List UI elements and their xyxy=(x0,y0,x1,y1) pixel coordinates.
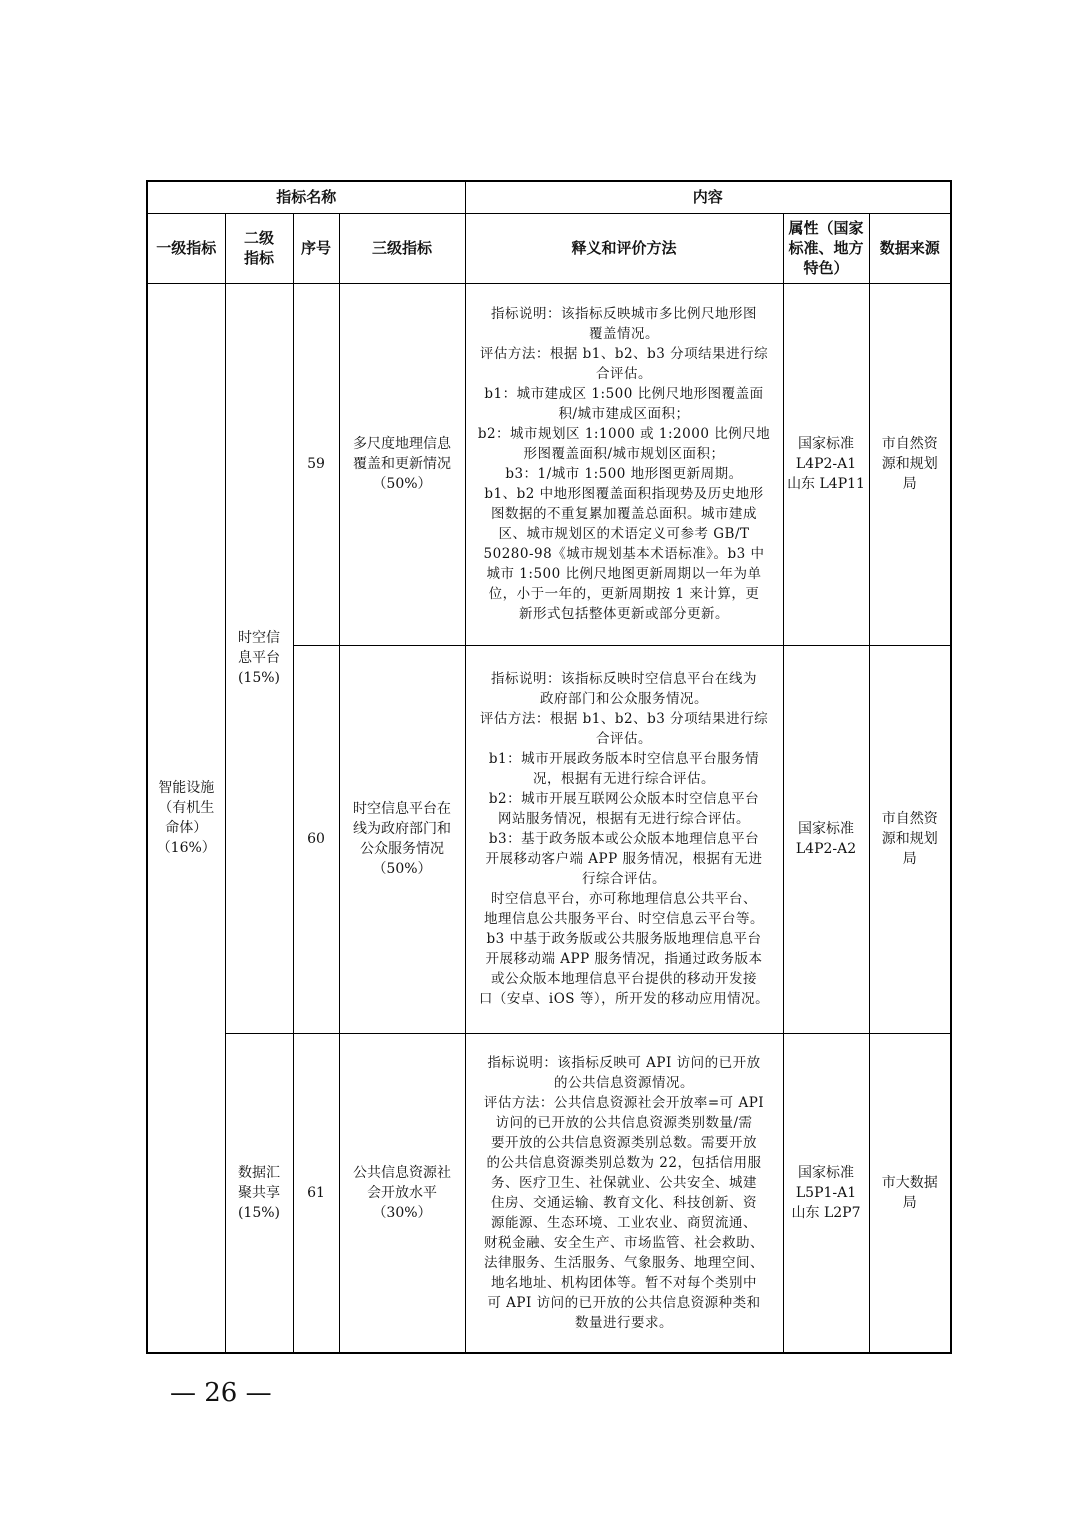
seq-cell: 60 xyxy=(293,645,339,1033)
header-column-row xyxy=(147,213,951,283)
seq-cell: 61 xyxy=(293,1033,339,1353)
level3-cell: 公共信息资源社 会开放水平 （30%） xyxy=(339,1033,465,1353)
header-level3: 三级指标 xyxy=(339,213,465,283)
source-cell: 市自然资 源和规划 局 xyxy=(869,283,951,645)
header-group-row xyxy=(147,181,951,213)
level3-cell: 多尺度地理信息 覆盖和更新情况 （50%） xyxy=(339,283,465,645)
header-attr: 属性（国家 标准、地方 特色） xyxy=(783,213,869,283)
table-row xyxy=(147,283,951,645)
desc-cell xyxy=(465,645,783,1033)
level2-cell: 数据汇 聚共享 (15%) xyxy=(225,1033,293,1353)
page-number: — 26 — xyxy=(170,1378,272,1408)
table-row xyxy=(147,1033,951,1353)
header-desc: 释义和评价方法 xyxy=(465,213,783,283)
desc-text: 指标说明：该指标反映可 API 访问的已开放 的公共信息资源情况。 评估方法：公共信息资源社会开放率=可 API 访问的已开放的公共信息资源类别数量/需 要开放的公共信息资源类别总数。需要开放 的公共信息资源类别总数为 22，包括信用服 务、医疗卫生、社保就业、公共安全、城建 住房、交通运输、教育文化、科技创新、资 源能源、生态环境、工业农业、商贸流通、 财税金融、安全生产、市场监管、社会救助、 法律服务、生活服务、气象服务、地理空间、 地名地址、机构团体等。暂不对每个类别中 可 API 访问的已开放的公共信息资源种类和 数量进行要求。 xyxy=(483,1054,765,1331)
attr-cell: 国家标准 L4P2-A2 xyxy=(783,645,869,1033)
header-level2: 二级 指标 xyxy=(225,213,293,283)
source-cell: 市自然资 源和规划 局 xyxy=(869,645,951,1033)
header-level1: 一级指标 xyxy=(147,213,225,283)
desc-cell xyxy=(465,1033,783,1353)
desc-text: 指标说明：该指标反映城市多比例尺地形图 覆盖情况。 评估方法：根据 b1、b2、b3 分项结果进行综 合评估。 b1：城市建成区 1:500 比例尺地形图覆盖面 积/城市建成区面积； b2：城市规划区 1:1000 或 1:2000 比例尺地 形图覆盖面积/城市规划区面积； b3：1/城市 1:500 地形图更新周期。 b1、b2 中地形图覆盖面积指现势及历史地形 图数据的不重复累加覆盖总面积。城市建成 区、城市规划区的术语定义可参考 GB/T 50280-98《城市规划基本术语标准》。b3 中 城市 1:500 比例尺地图更新周期以一年为单 位，小于一年的，更新周期按 1 来计算，更 新形式包括整体更新或部分更新。 xyxy=(477,306,771,622)
level1-cell: 智能设施 （有机生 命体） （16%） xyxy=(147,283,225,1353)
source-cell: 市大数据 局 xyxy=(869,1033,951,1353)
header-seq: 序号 xyxy=(293,213,339,283)
desc-text: 指标说明：该指标反映时空信息平台在线为 政府部门和公众服务情况。 评估方法：根据 b1、b2、b3 分项结果进行综 合评估。 b1：城市开展政务版本时空信息平台服务情 况，根据有无进行综合评估。 b2：城市开展互联网公众版本时空信息平台 网站服务情况，根据有无进行综合评估。 b3：基于政务版本或公众版本地理信息平台 开展移动客户端 APP 服务情况，根据有无进 行综合评估。 时空信息平台，亦可称地理信息公共平台、 地理信息公共服务平台、时空信息云平台等。 b3 中基于政务版或公共服务版地理信息平台 开展移动端 APP 服务情况，指通过政务版本 或公众版本地理信息平台提供的移动开发接 口（安卓、iOS 等），所开发的移动应用情况。 xyxy=(478,671,770,1007)
indicator-table xyxy=(146,180,952,1354)
desc-cell xyxy=(465,283,783,645)
attr-cell: 国家标准 L4P2-A1 山东 L4P11 xyxy=(783,283,869,645)
level2-cell: 时空信 息平台 (15%) xyxy=(225,283,293,1033)
header-source: 数据来源 xyxy=(869,213,951,283)
header-content: 内容 xyxy=(465,181,951,213)
header-indicator-name: 指标名称 xyxy=(147,181,465,213)
level3-cell: 时空信息平台在 线为政府部门和 公众服务情况 （50%） xyxy=(339,645,465,1033)
attr-cell: 国家标准 L5P1-A1 山东 L2P7 xyxy=(783,1033,869,1353)
seq-cell: 59 xyxy=(293,283,339,645)
